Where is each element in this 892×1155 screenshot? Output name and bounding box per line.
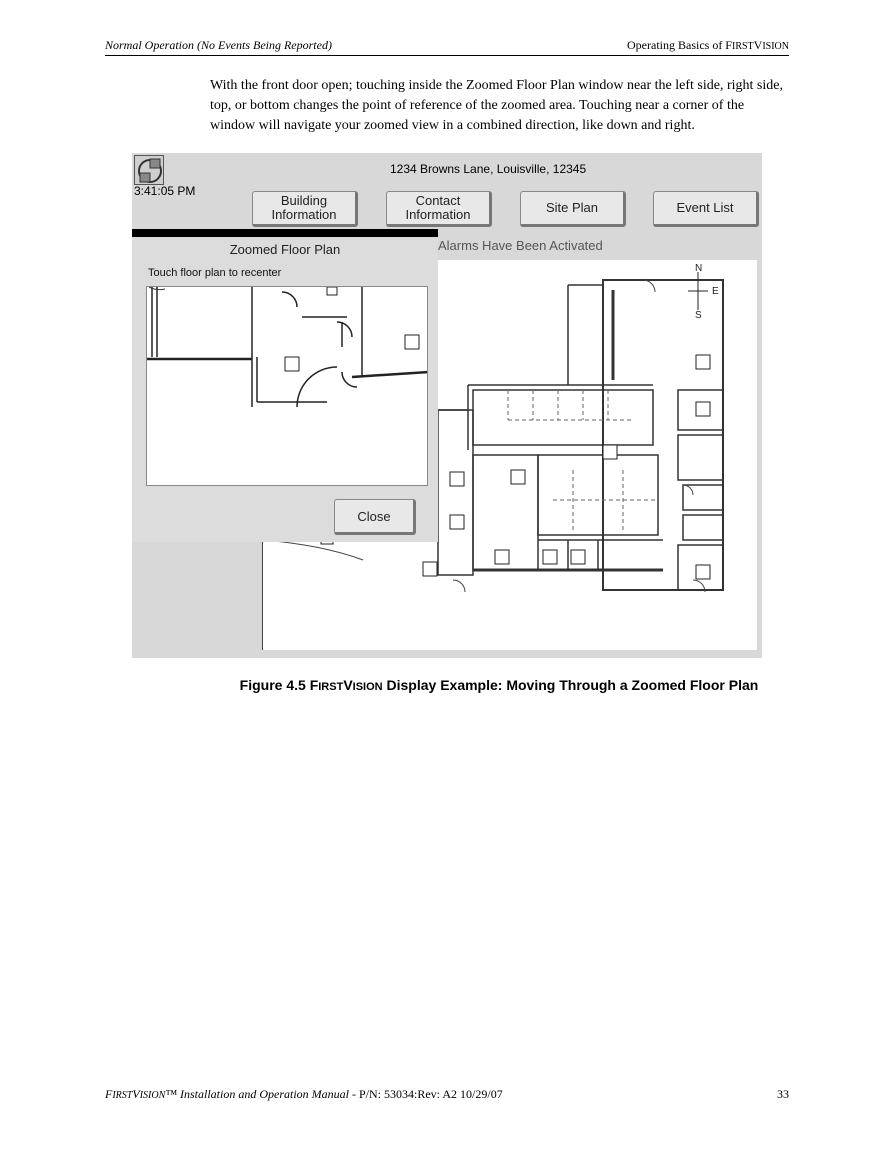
alarm-status-text: Alarms Have Been Activated [438,238,603,253]
device-icon-exit[interactable] [603,445,617,459]
device-icon-phone[interactable] [511,470,525,484]
zoomed-floor-plan-title: Zoomed Floor Plan [229,242,341,257]
building-address: 1234 Browns Lane, Louisville, 12345 [390,162,587,176]
footer-rest: ™ Installation and Operation Manual [165,1087,350,1101]
footer-f: F [105,1087,113,1101]
compass-east-label: E [712,286,719,297]
device-icon-pull-station[interactable] [696,565,710,579]
device-icon-panel[interactable] [571,550,585,564]
contact-information-label-2: Information [405,207,471,222]
zoomed-floor-plan-window [132,229,438,542]
header-chapter-title [627,38,789,53]
zoomed-device-icon-pull-station[interactable] [285,357,299,371]
header-chapter-sc1: IRST [731,41,754,52]
close-button[interactable]: Close [334,499,416,535]
footer-part-number: - P/N: 53034:Rev: A2 10/29/07 [349,1087,503,1101]
device-icon-detector[interactable] [696,402,710,416]
page-footer [105,1087,789,1102]
zoomed-floor-plan-drawing [147,287,428,486]
header-section-title: Normal Operation (No Events Being Reported) [105,38,332,52]
footer-v: V [132,1087,140,1101]
device-icon-pull-station[interactable] [423,562,437,576]
building-information-label-1: Building [280,193,328,208]
event-list-button[interactable] [653,191,759,227]
intro-paragraph: With the front door open; touching inside the Zoomed Floor Plan window near the left side, right side, top, or bottom changes the point of reference of the zoomed area. Touching near a corner of the window will navigate your zoomed view in a combined direction, like down and right. [210,78,783,133]
zoomed-floor-plan-view[interactable] [146,286,428,486]
caption-sc1: IRST [318,681,344,693]
zoomed-device-icon-phone[interactable] [405,335,419,349]
screen-top-bar [132,153,762,237]
caption-sc2: ISION [352,681,383,693]
event-list-label: Event List [676,200,734,215]
caption-suffix: Display Example: Moving Through a Zoomed Floor Plan [382,677,759,693]
building-information-label-2: Information [271,207,337,222]
site-plan-button[interactable] [520,191,626,227]
footer-sc2: ISION [139,1090,166,1101]
site-plan-label: Site Plan [545,200,599,215]
building-information-button[interactable] [252,191,358,227]
compass-north-label: N [695,263,703,274]
caption-v: V [343,677,353,693]
device-icon-exit[interactable] [450,472,464,486]
compass-south-label: S [695,310,702,321]
device-icon-elevator[interactable] [450,515,464,529]
figure-caption [132,677,866,693]
zoomed-device-icon-exit[interactable] [327,287,337,295]
footer-manual-title [105,1087,349,1101]
clock-time: 3:41:05 PM [134,184,196,198]
page-header [105,36,789,56]
header-chapter-sc2: ISION [762,41,789,52]
footer-sc1: IRST [112,1090,133,1101]
contact-information-label-1: Contact [415,193,461,208]
header-chapter-prefix: Operating Basics of F [627,38,732,52]
app-logo-icon[interactable] [134,155,164,185]
device-icon-phone[interactable] [495,550,509,564]
firstvision-screen [132,153,762,658]
page-number: 33 [777,1087,789,1101]
device-icon-exit[interactable] [696,355,710,369]
caption-prefix: Figure 4.5 F [239,677,319,693]
device-icon-panel[interactable] [543,550,557,564]
zoomed-floor-plan-hint: Touch floor plan to recenter [148,267,282,279]
contact-information-button[interactable] [386,191,492,227]
header-chapter-v: V [753,38,763,52]
